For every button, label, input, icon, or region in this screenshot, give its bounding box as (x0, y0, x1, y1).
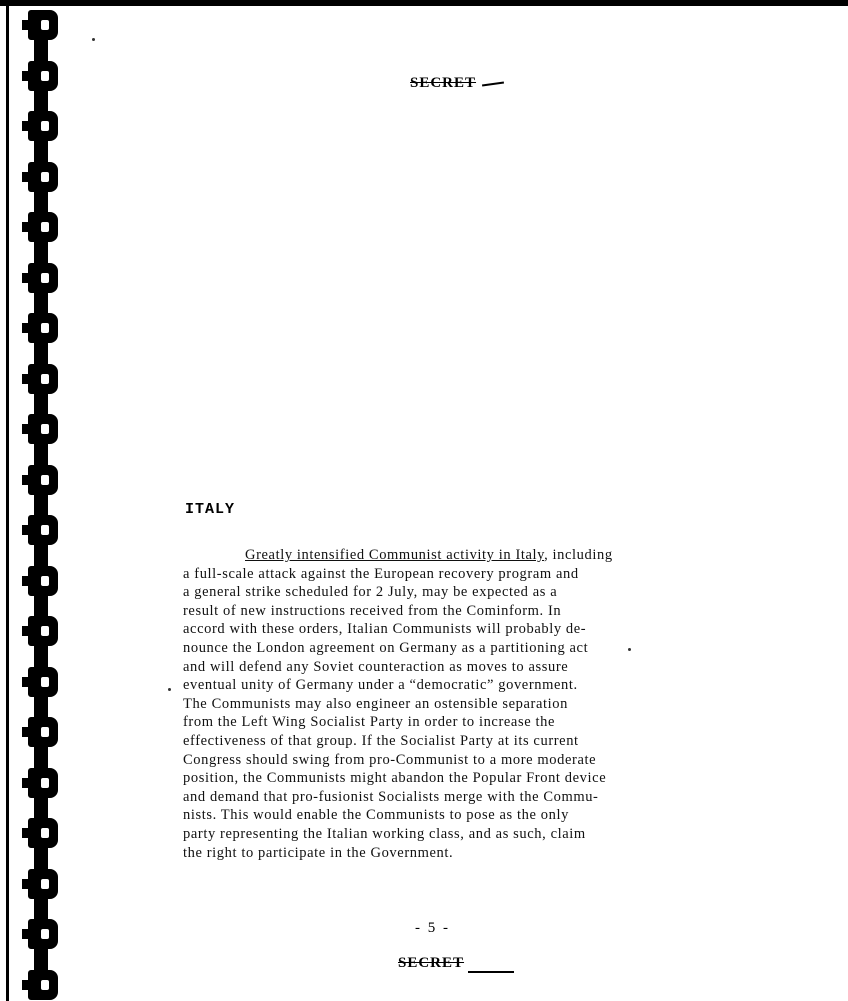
paragraph-line: a general strike scheduled for 2 July, may be expected as a (183, 584, 558, 601)
page-number: - 5 - (415, 920, 450, 936)
binding-coil (34, 798, 48, 819)
scan-speck (92, 38, 95, 41)
binding-ring (22, 515, 68, 545)
paragraph-line: from the Left Wing Socialist Party in order to increase the (183, 714, 555, 731)
binding-ring (22, 414, 68, 444)
binding-ring (22, 667, 68, 697)
binding-coil (34, 141, 48, 162)
binding-ring (22, 818, 68, 848)
paragraph-line: position, the Communists might abandon the Popular Front device (183, 770, 607, 787)
binding-coil (34, 848, 48, 869)
paragraph-line: Greatly intensified Communist activity in Italy, including (245, 547, 613, 563)
classification-marking-top: SECRET (410, 75, 477, 91)
classification-marking-bottom: SECRET (398, 955, 465, 971)
binding-ring (22, 364, 68, 394)
binding-coil (34, 444, 48, 465)
paragraph-line: a full-scale attack against the European recovery program and (183, 565, 579, 582)
binding-ring (22, 970, 68, 1000)
binding-coil (34, 91, 48, 112)
paragraph-line: nists. This would enable the Communists to pose as the only (183, 807, 569, 824)
binding-ring (22, 61, 68, 91)
underlined-lead-phrase: Greatly intensified Communist activity in Italy (245, 547, 545, 563)
binding-coil (34, 293, 48, 314)
paragraph-line: the right to participate in the Government. (183, 844, 454, 861)
scan-speck (168, 688, 171, 691)
binding-ring (22, 768, 68, 798)
binding-coil (34, 242, 48, 263)
page-top-edge (0, 0, 848, 6)
paragraph-line: eventual unity of Germany under a “democratic” government. (183, 677, 578, 694)
binding-coil (34, 596, 48, 617)
section-heading: ITALY (185, 501, 236, 518)
binding-ring (22, 162, 68, 192)
paragraph-line: result of new instructions received from the Cominform. In (183, 602, 562, 619)
binding-ring (22, 111, 68, 141)
paragraph-line: party representing the Italian working class, and as such, claim (183, 825, 586, 842)
binding-ring (22, 212, 68, 242)
binding-coil (34, 697, 48, 718)
paragraph-line: and demand that pro-fusionist Socialists merge with the Commu- (183, 788, 599, 805)
binding-ring (22, 465, 68, 495)
paragraph-line: The Communists may also engineer an ostensible separation (183, 695, 568, 712)
paragraph-line: nounce the London agreement on Germany as a partitioning act (183, 639, 589, 656)
spiral-binding (0, 0, 72, 1001)
binding-ring (22, 10, 68, 40)
binding-ring (22, 566, 68, 596)
paragraph-line: accord with these orders, Italian Communists will probably de- (183, 621, 587, 638)
paragraph-line: effectiveness of that group. If the Socialist Party at its current (183, 732, 579, 749)
binding-ring (22, 313, 68, 343)
binding-coil (34, 747, 48, 768)
binding-coil (34, 394, 48, 415)
binding-ring (22, 869, 68, 899)
binding-coil (34, 545, 48, 566)
binding-ring (22, 263, 68, 293)
paragraph-line: and will defend any Soviet counteraction as moves to assure (183, 658, 569, 675)
binding-ring (22, 919, 68, 949)
binding-coil (34, 192, 48, 213)
binding-coil (34, 495, 48, 516)
binding-coil (34, 646, 48, 667)
binding-coil (34, 40, 48, 61)
binding-coil (34, 949, 48, 970)
binding-ring (22, 616, 68, 646)
scan-speck (628, 648, 631, 651)
binding-coil (34, 343, 48, 364)
binding-coil (34, 899, 48, 920)
binding-edge-line (6, 0, 9, 1001)
body-paragraph (183, 546, 743, 862)
binding-ring (22, 717, 68, 747)
paragraph-line: Congress should swing from pro-Communist to a more moderate (183, 751, 597, 768)
